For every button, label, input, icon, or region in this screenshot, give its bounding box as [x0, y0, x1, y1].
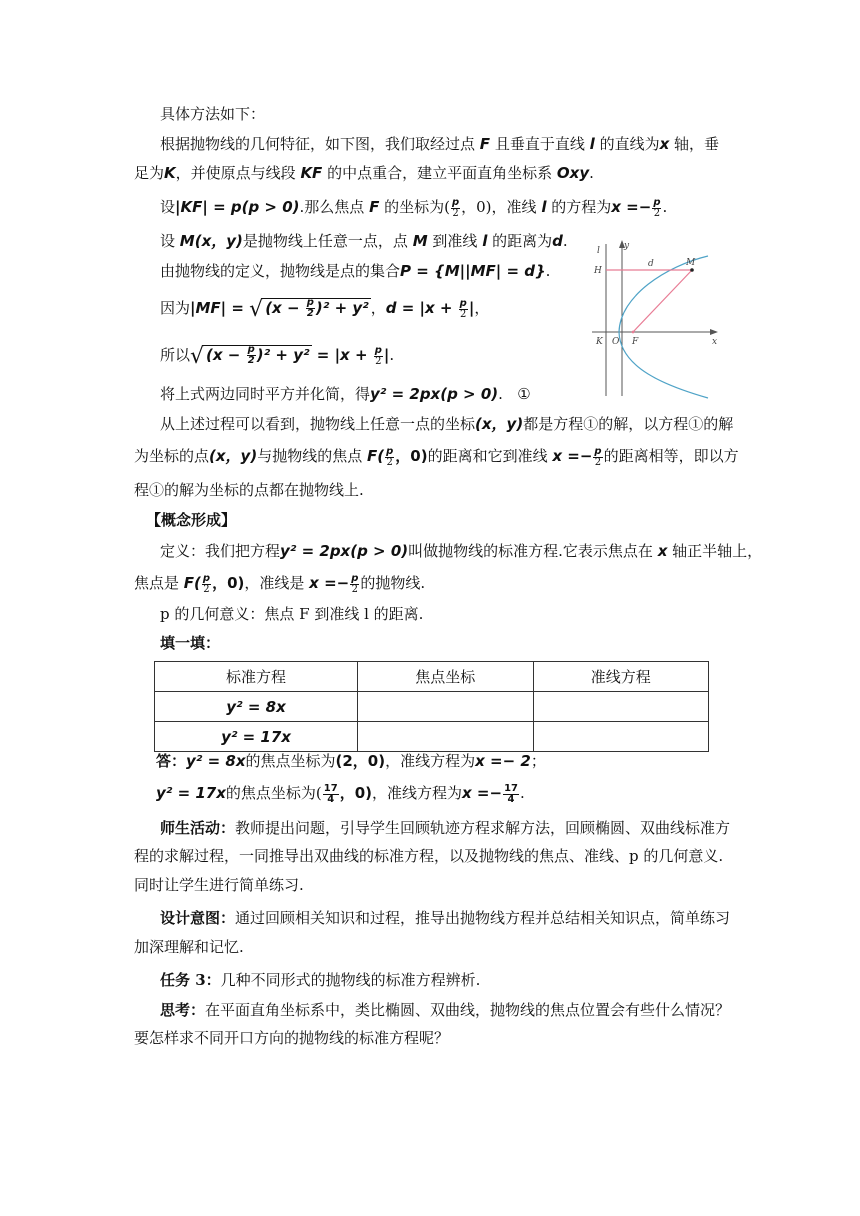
- table-header-cell: 焦点坐标: [358, 662, 533, 692]
- p4-line: 由抛物线的定义，抛物线是点的集合P = {M||MF| = d}.: [160, 262, 551, 280]
- p8-line3: 程①的解为坐标的点都在抛物线上.: [134, 481, 364, 499]
- segment-MF: [633, 270, 692, 332]
- concept-heading: 【概念形成】: [146, 511, 237, 529]
- task-line: 任务 3：几种不同形式的抛物线的标准方程辨析.: [160, 971, 481, 989]
- activity-line2: 程的求解过程，一同推导出双曲线的标准方程，以及抛物线的焦点、准线、p 的几何意义.: [134, 847, 724, 865]
- p8-line2: 为坐标的点(x，y)与抛物线的焦点 F( $\frac{p}{2}$ ，0)的距离和它到准线 x =− $\frac{p}{2}$ 的距离相等，即以方: [134, 445, 739, 468]
- fill-table: [154, 661, 709, 752]
- x-axis-arrow: [710, 329, 718, 335]
- p1-line1: 根据抛物线的几何特征，如下图，我们取经过点 F 且垂直于直线 l 的直线为x 轴，垂: [160, 135, 720, 153]
- answer-line1: 答：y² = 8x的焦点坐标为(2，0)，准线方程为x =− 2；: [156, 752, 546, 770]
- p7-line: 将上式两边同时平方并化简，得y² = 2px(p > 0). ①: [160, 385, 531, 403]
- fraction-p-over-2: $\frac{p}{2}$: [451, 196, 460, 219]
- label-H: H: [594, 266, 602, 276]
- fill-heading: 填一填：: [160, 634, 221, 652]
- point-F: [632, 331, 635, 334]
- activity-line1: 师生活动：教师提出问题，引导学生回顾轨迹方程求解方法，回顾椭圆、双曲线标准方: [160, 819, 731, 837]
- table-header-row: [155, 662, 709, 692]
- definition-line1: 定义：我们把方程y² = 2px(p > 0)叫做抛物线的标准方程.它表示焦点在 x 轴正半轴上，: [160, 542, 763, 560]
- design-line1: 设计意图：通过回顾相关知识和过程，推导出抛物线方程并总结相关知识点，简单练习: [160, 909, 731, 927]
- table-header-cell: 标准方程: [155, 662, 358, 692]
- label-d: d: [648, 259, 654, 269]
- table-header-cell: 准线方程: [533, 662, 708, 692]
- p3-line: 设 M(x，y)是抛物线上任意一点，点 M 到准线 l 的距离为d.: [160, 232, 568, 250]
- label-F: F: [632, 337, 639, 347]
- table-cell: y² = 8x: [155, 692, 358, 722]
- activity-line3: 同时让学生进行简单练习.: [134, 876, 304, 894]
- definition-line2: 焦点是 F( $\frac{p}{2}$ ，0)，准线是 x =− $\frac{p}{2}$ 的抛物线.: [134, 572, 426, 595]
- label-x: x: [712, 337, 718, 347]
- p5-line: 因为|MF| = √ (x − $\frac{p}{2}$ )² + y² ，d = |x + $\frac{p}{2}$ |，: [160, 297, 490, 322]
- label-K: K: [596, 337, 603, 347]
- table-cell: [533, 692, 708, 722]
- p-meaning-line: p 的几何意义：焦点 F 到准线 l 的距离.: [160, 605, 424, 623]
- table-cell: [358, 692, 533, 722]
- p2-line: 设|KF| = p(p > 0).那么焦点 F 的坐标为( $\frac{p}{2}$ ，0)，准线 l 的方程为x =− $\frac{p}{2}$ .: [160, 196, 668, 219]
- table-cell: y² = 17x: [155, 722, 358, 752]
- intro-line: 具体方法如下：: [160, 105, 266, 123]
- p1-line2: 足为K，并使原点与线段 KF 的中点重合，建立平面直角坐标系 Oxy.: [134, 164, 594, 182]
- label-l: l: [597, 246, 600, 256]
- p8-line1: 从上述过程可以看到，抛物线上任意一点的坐标(x，y)都是方程①的解，以方程①的解: [160, 415, 734, 433]
- answer-line2: y² = 17x的焦点坐标为( $\frac{17}{4}$ ，0)，准线方程为x =− $\frac{17}{4}$ .: [156, 782, 525, 805]
- think-line1: 思考：在平面直角坐标系中，类比椭圆、双曲线，抛物线的焦点位置会有些什么情况？: [160, 1001, 731, 1019]
- table-row: [155, 692, 709, 722]
- design-line2: 加深理解和记忆.: [134, 938, 244, 956]
- parabola-figure: [586, 236, 722, 401]
- p6-line: 所以√ (x − $\frac{p}{2}$ )² + y² = |x + $\frac{p}{2}$ |.: [160, 344, 395, 369]
- label-O: O: [612, 337, 620, 347]
- label-y: y: [624, 241, 630, 251]
- think-line2: 要怎样求不同开口方向的抛物线的标准方程呢？: [134, 1029, 450, 1047]
- point-M: [690, 268, 694, 272]
- parabola-curve: [619, 256, 708, 398]
- label-M: M: [686, 258, 696, 268]
- table-cell: [533, 722, 708, 752]
- fraction-p-over-2: $\frac{p}{2}$: [653, 196, 661, 219]
